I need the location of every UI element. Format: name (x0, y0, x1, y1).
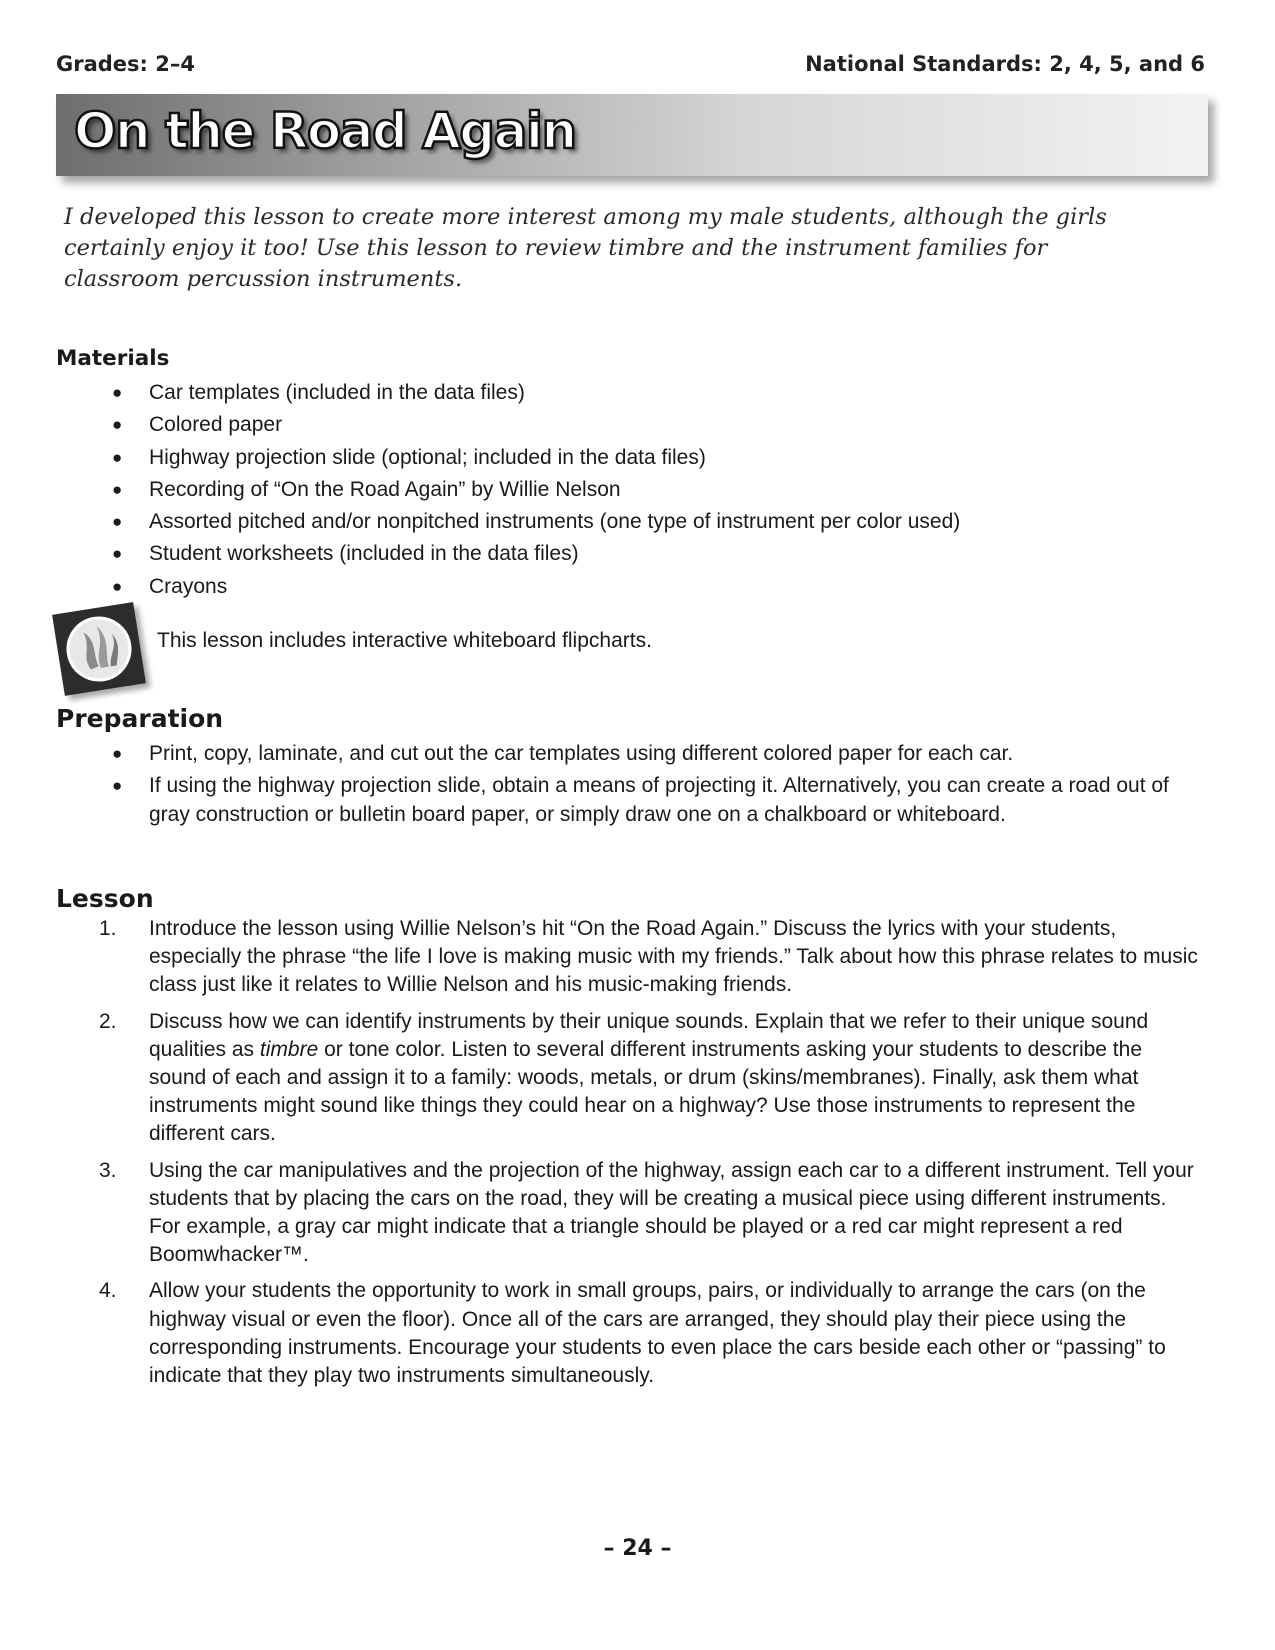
list-item (0, 771, 1209, 829)
lesson-step (0, 1157, 1201, 1270)
list-item-text: Recording of “On the Road Again” by Willie Nelson (149, 477, 621, 501)
list-item-text: Car templates (included in the data files) (149, 381, 525, 404)
step-text-part: Discuss how we can identify instruments by their unique sounds. Explain that we refer to their unique sound qualities as (149, 1009, 1149, 1061)
list-item-text: Crayons (149, 574, 228, 598)
standards-label: National Standards: 2, 4, 5, and 6 (805, 52, 1205, 76)
list-item (0, 475, 1209, 507)
preparation-heading: Preparation (56, 704, 224, 733)
step-number: 2. (99, 1009, 117, 1033)
step-text: Introduce the lesson using Willie Nelson’s hit “On the Road Again.” Discuss the lyrics with your students, especially the phrase “the life I love is making music with my friends.” Talk about how this phrase relates to music class just like it relates to Willie Nelson and his music-making friends. (149, 917, 1198, 997)
preparation-list (0, 739, 1209, 832)
list-item (0, 378, 1209, 410)
list-item (0, 410, 1209, 442)
bullet-icon: ● (112, 744, 123, 763)
list-item-text: Print, copy, laminate, and cut out the car templates using different colored paper for each car. (149, 742, 1014, 765)
whiteboard-flipchart-icon (52, 602, 146, 696)
bullet-icon: ● (112, 776, 123, 795)
list-item (0, 539, 1209, 571)
step-number: 1. (99, 917, 117, 940)
list-item-text: Highway projection slide (optional; included in the data files) (149, 445, 706, 469)
page-title: On the Road Again (74, 102, 576, 160)
bullet-icon: ● (112, 512, 123, 532)
list-item-text: Assorted pitched and/or nonpitched instruments (one type of instrument per color used) (149, 510, 961, 534)
list-item (0, 572, 1209, 604)
grades-label: Grades: 2–4 (56, 52, 195, 76)
bullet-icon: ● (112, 479, 123, 499)
step-text: Allow your students the opportunity to work in small groups, pairs, or individually to arrange the cars (on the highway visual or even the floor). Once all of the cars are arranged, they should play their piece using the corresponding instruments. Encourage your students to even place the cars beside each other or “passing” to indicate that they play two instruments simultaneously. (149, 1279, 1166, 1388)
lesson-heading: Lesson (56, 884, 154, 913)
list-item-text: If using the highway projection slide, obtain a means of projecting it. Alternatively, you can create a road out of gray construction or bulletin board paper, or simply draw one on a chalkboard or whiteboard. (149, 774, 1169, 826)
lesson-step (0, 1008, 1201, 1149)
list-item (0, 739, 1209, 768)
step-text: Using the car manipulatives and the projection of the highway, assign each car to a different instrument. Tell your students that by placing the cars on the road, they will be creating a musical piece using different instruments. For example, a gray car might indicate that a triangle should be played or a red car might represent a red Boomwhacker™. (149, 1158, 1194, 1267)
lesson-step (0, 1277, 1201, 1390)
term-timbre: timbre (259, 1037, 319, 1061)
materials-list (0, 378, 1209, 604)
list-item (0, 507, 1209, 539)
list-item-text: Colored paper (149, 413, 283, 437)
materials-heading: Materials (56, 346, 170, 371)
bullet-icon: ● (112, 544, 123, 564)
list-item-text: Student worksheets (included in the data files) (149, 542, 579, 566)
bullet-icon: ● (112, 383, 123, 402)
page-number: – 24 – (603, 1536, 672, 1561)
bullet-icon: ● (112, 415, 123, 435)
lesson-step (0, 915, 1201, 1000)
step-number: 4. (99, 1279, 117, 1303)
title-banner (56, 94, 1208, 176)
step-text-part: or tone color. Listen to several different instruments asking your students to describe the sound of each and assign it to a family: woods, metals, or drum (skins/membranes). Finally, ask them what instruments might sound like things they could hear on a highway? Use those instruments to represent the different cars. (149, 1037, 1142, 1146)
bullet-icon: ● (112, 576, 123, 596)
intro-note: I developed this lesson to create more interest among my male students, although the girls certainly enjoy it too! Use this lesson to review timbre and the instrument families for classroom percussion instruments. (64, 204, 1107, 292)
page-header (56, 52, 1205, 76)
list-item (0, 443, 1209, 475)
step-number: 3. (99, 1158, 117, 1182)
bullet-icon: ● (112, 447, 123, 467)
lesson-steps (0, 915, 1201, 1398)
callout-text: This lesson includes interactive whiteboard flipcharts. (157, 629, 652, 652)
step-text (149, 1010, 1148, 1146)
